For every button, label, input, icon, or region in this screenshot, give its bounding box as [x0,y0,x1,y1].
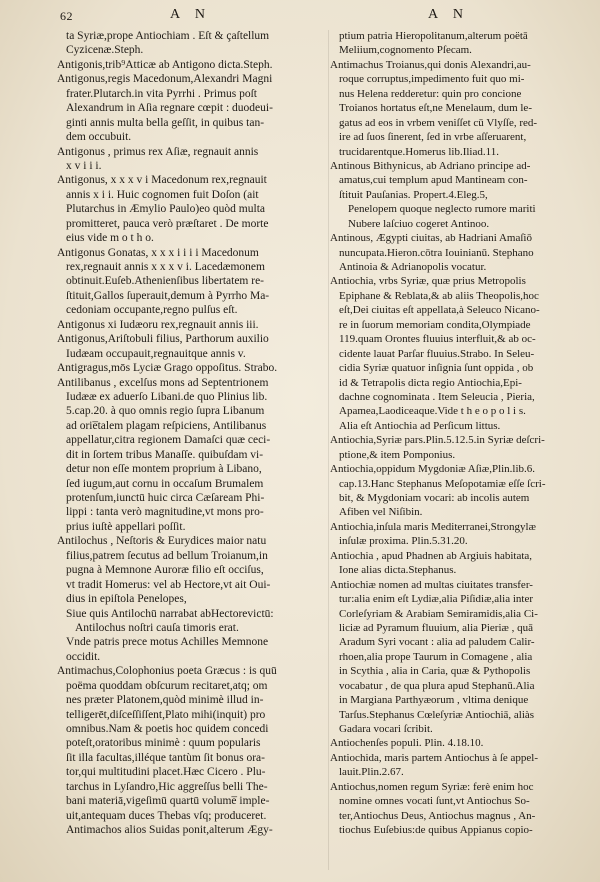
text-line: Antigonis,trib⁹Atticæ ab Antigono dicta.Steph. [57,58,273,71]
text-line: uit,antequam duces Thebas vſq; produceret. [66,809,267,822]
text-line: Antinoia & Adrianopolis vocatur. [339,261,487,273]
text-line: poteſt,oratoribus minimè : quum popularis [66,737,261,750]
text-line: Apamea,Laodiceaque.Vide t h e o p o l i s. [339,405,526,418]
text-line: Antimachus,Colophonius poeta Græcus : is quū [57,665,277,678]
text-line: Antigonus Gonatas, x x x i i i i Macedonum [57,246,259,259]
text-line: Antiochida, maris partem Antiochus à ſe appel- [330,751,539,764]
text-line: ginti annis multa bella geſſit, in quibus tan- [66,116,265,129]
text-line: Penelopem quoque neglecto rumore mariti [348,203,536,216]
text-line: eſt,Dei ciuitas eſt appellata,à Seleuco Nicano- [339,304,540,317]
text-line: ptium patria Hieropolitanum,alterum poëtā [339,30,528,42]
left-column [57,29,327,879]
text-line: prius iuſtè appellari poſſit. [66,520,186,533]
text-line: filius,patrem ſecutus ad bellum Troianum,in [66,549,268,562]
text-line: Iudæam occupauit,regnauitque annis v. [66,347,246,360]
text-line: x v i i i. [66,159,102,172]
text-line: bit, & Mygdoniam vocari: ab incolis autem [339,492,530,504]
text-line: frater.Plutarch.in vita Pyrrhi . Primus poſt [66,87,258,100]
page-header [0,5,600,29]
text-line: cidia Syriæ quatuor inſignia ſunt oppida , ob [339,362,534,375]
text-line: rex,regnauit annis x x x v i. Lacedæmonem [66,261,265,273]
text-line: dius in epiſtola Penelopes, [66,593,187,606]
text-line: lauit.Plin.2.67. [339,766,404,779]
text-line: Nubere laſciuo cogeret Antinoo. [348,217,490,230]
text-line: Antigonus xi Iudæoru rex,regnauit annis iii. [57,318,259,331]
text-line: Vnde patris prece motus Achilles Memnone [66,636,269,649]
text-line: eius vide m o t h o. [66,232,154,245]
text-line: ad orie̅talem plagam reſpiciens, Antilibanus [66,419,267,432]
text-line: Epiphane & Reblata,& ab aliis Theopolis,hoc [339,289,539,302]
text-line: Iudææ ex aduerſo Libani.de quo Plinius lib. [66,390,268,403]
text-line: Corleſyriam & Arabiam Semiramidis,alia Ci- [339,607,538,620]
text-line: cidente lauat Parſar fluuius.Strabo. In Seleu- [339,347,535,360]
text-line: Meliium,cognomento Pſecam. [339,44,472,57]
text-line: ſit illa facultas,illéque tantùm ſit bonus ora- [66,751,265,764]
text-line: Aradum Syri vocant : alia ad paludem Calir- [339,636,535,649]
text-line: nus Helena redderetur: quin pro concione [339,87,522,100]
text-line: Antigonus,Ariſtobuli filius, Parthorum auxilio [57,333,269,346]
text-line: ſed iugum,aut cornu in occaſum Brumalem [66,477,264,490]
text-line: dem occubuit. [66,131,132,144]
text-line: appellatur,citra regionem Damaſci quæ ceci- [66,434,271,447]
text-line: Antiochia,inſula maris Mediterranei,Strongylæ [330,520,536,533]
text-line: Antilibanus , excelſus mons ad Septentrionem [57,376,269,389]
text-line: in Margiana Parthyæorum , vltima denique [339,694,529,707]
text-line: Antigonus,regis Macedonum,Alexandri Magni [57,73,273,86]
text-line: Antiochiæ nomen ad multas ciuitates transfer- [330,578,533,591]
text-line: Antiochenſes populi. Plin. 4.18.10. [330,737,484,750]
text-line: Alexandrum in Aſia regnare cœpit : duodeui- [66,102,273,115]
text-line: tarchus in Lyſandro,Hic aggreſſus belli The- [66,780,268,793]
text-line: Plutarchus in Æmylio Paulo)eo quòd multa [66,203,265,216]
text-line: tiochus Euſebius:de quibus Appianus copio- [339,824,533,837]
text-line: obtinuit.Euſeb.Athenienſibus libertatem re- [66,275,265,288]
text-line: telligerēt,diſceſſiſſent,Plato mihi(inquit) pro [66,708,266,721]
text-line: Antimachus Troianus,qui donis Alexandri,au- [330,58,531,71]
text-line: ire ad ſuos ſinerent, ſed in vrbe aſſeruarent, [339,131,527,144]
text-line: protenſum,iunctū huic circa Cæſaream Phi- [66,492,265,504]
text-line: nes præter Platonem,quòd minimè illud in- [66,694,264,707]
text-line: ptione,& item Pomponius. [339,448,456,461]
text-line: promitteret, pauca verò præſtaret . De morte [66,217,269,230]
text-line: annis x i i. Huic cognomen fuit Doſon (ait [66,188,259,201]
text-line: Antiochia,Syriæ pars.Plin.5.12.5.in Syriæ deſcri- [330,434,545,447]
text-line: amatus,cui templum apud Mantineam con- [339,174,528,187]
text-line: liciæ ad Pyramum fluuium, alia Pieriæ , quā [339,621,533,634]
text-line: in Scythia , alia in Caria, quæ & Pythopolis [339,665,531,678]
text-line: re in ſuorum memoriam condita,Olympiade [339,318,531,331]
text-line: ſtituit Pauſanias. Propert.4.Eleg.5, [339,188,488,201]
text-line: Antiochia , apud Phadnen ab Argiuis habitata, [330,549,533,562]
text-line: vt tradit Homerus: vel ab Hectore,vt ait Oui- [66,578,271,591]
text-line: nuncupata.Hieron.cōtra Iouinianū. Stephano [339,246,534,259]
text-line: 119.quam Orontes fluuius interfluit,& ab oc- [339,333,536,346]
text-line: gatus ad eos in vrbem veniſſet cū Vlyſſe, red- [339,116,538,129]
text-line: roque corruptus,impedimento fuit quo mi- [339,73,525,86]
text-line: Antinous Bithynicus, ab Adriano principe ad- [330,159,531,172]
text-line: dachne cognominata . Item Seleucia , Pieria, [339,390,535,403]
text-line: omnibus.Nam & poetis hoc quidem concedi [66,723,269,735]
text-line: Antiochia, vrbs Syriæ, quæ prius Metropolis [330,275,526,288]
text-line: pugna à Memnone Auroræ filio eſt occiſus, [66,564,264,577]
text-line: Antinous, Ægypti ciuitas, ab Hadriani Amaſiō [330,232,532,245]
column-gutter [328,30,329,870]
text-line: occidit. [66,650,101,663]
text-line: Afiben vel Niſibin. [339,506,423,519]
text-line: Troianos hortatus eſt,ne Menelaum, dum le- [339,102,532,115]
text-line: trucidarentque.Homerus lib.Iliad.11. [339,145,499,158]
text-line: Alia eſt Antiochia ad Perſicum littus. [339,419,501,432]
text-line: Antiochus,nomen regum Syriæ: ferè enim hoc [330,780,534,793]
text-line: tor,qui multitudini placet.Hæc Cicero . Plu- [66,766,266,779]
text-line: 5.cap.20. à quo omnis regio ſupra Libanum [66,405,265,418]
text-line: Ione alias dicta.Stephanus. [339,564,457,577]
text-line: ta Syriæ,prope Antiochiam . Eſt & çaſtellum [66,30,270,42]
text-line: ter,Antiochus Deus, Antiochus magnus , An- [339,809,536,822]
page-number: 62 [60,9,73,23]
text-line: Antiochia,oppidum Mygdoniæ Aſiæ,Plin.lib.6. [330,463,536,476]
text-line: ſtituit,Gallos ſuperauit,demum à Pyrrho Ma- [66,289,270,302]
text-line: id & Tetrapolis dicta regio Antiochia,Epi- [339,376,522,389]
text-line: poëma quoddam obſcurum recitaret,atq; om [66,679,268,692]
text-line: Siue quis Antilochū narrabat abHectorevictū: [66,607,274,620]
text-line: cedoniam occupante,regno pulſus eſt. [66,304,238,317]
text-line: Antigonus, x x x v i Macedonum rex,regnauit [57,174,267,187]
text-line: Antilochus noſtri cauſa timoris erat. [75,621,239,634]
right-column [330,29,578,879]
text-line: Cyzicenæ.Steph. [66,44,144,57]
text-line: Antilochus , Neſtoris & Eurydices maior natu [57,535,267,548]
text-line: Gadara vocari ſcribit. [339,723,433,735]
text-line: bani materiā,vigeſimū quartū volume̅ imple- [66,795,270,808]
text-line: rhoen,alia prope Taurum in Comagene , alia [339,650,533,663]
text-line: Tarſus.Stephanus Cœleſyriæ Antiochiā, aliàs [339,708,535,721]
text-line: inſulæ proxima. Plin.5.31.20. [339,535,468,548]
text-line: detur non eſſe montem proprium à Libano, [66,463,262,476]
left-running-head: A N [170,7,211,22]
text-line: vocabatur , de qua plura apud Stephanū.Alia [339,679,535,692]
text-line: cap.13.Hanc Stephanus Meſopotamiæ eſſe ſcri- [339,477,546,490]
text-line: tur:alia enim eſt Lydiæ,alia Piſidiæ,alia inter [339,593,533,606]
text-line: nomine omnes vocati ſunt,vt Antiochus So- [339,795,530,808]
text-line: Antigragus,mōs Lyciæ Grago oppoſitus. Strabo. [57,362,278,375]
text-line: Antigonus , primus rex Aſiæ, regnauit annis [57,145,259,158]
right-running-head: A N [428,7,469,22]
text-line: Antimachos alios Suidas ponit,alterum Ægy- [66,824,273,837]
text-line: lippi : tanta verò magnitudine,vt mons pro- [66,506,264,519]
text-line: dit in ſortem tribus Manaſſe. quibuſdam vi- [66,448,264,461]
